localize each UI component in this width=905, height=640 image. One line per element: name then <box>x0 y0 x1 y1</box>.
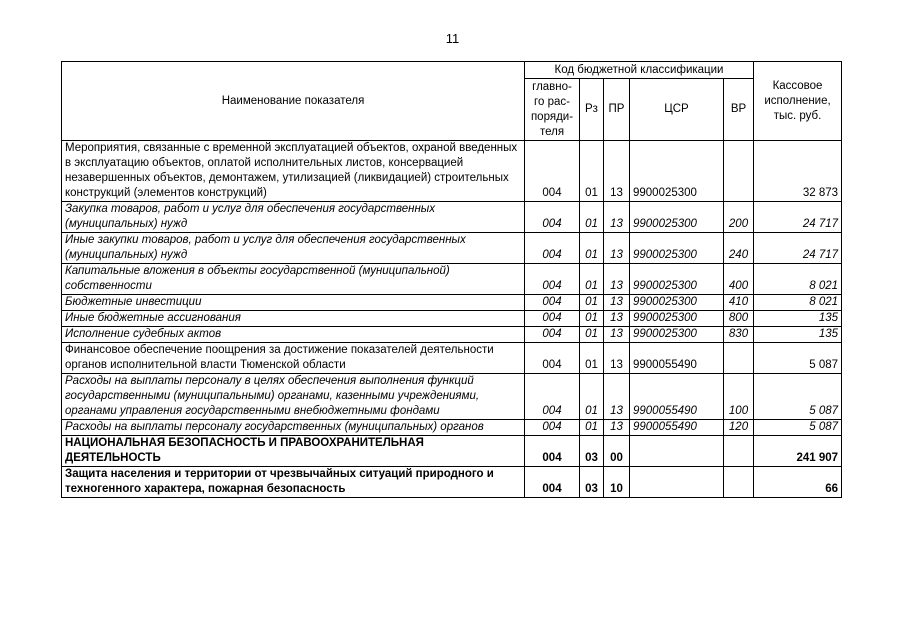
row-sum: 5 087 <box>754 374 842 420</box>
row-name: Капитальные вложения в объекты государственной (муниципальной) собственности <box>62 264 525 295</box>
row-csr <box>630 467 724 498</box>
row-csr: 9900055490 <box>630 374 724 420</box>
row-vr: 400 <box>724 264 754 295</box>
row-pr: 13 <box>604 311 630 327</box>
row-sum: 8 021 <box>754 295 842 311</box>
header-name: Наименование показателя <box>62 62 525 141</box>
budget-table <box>61 61 842 498</box>
row-rz: 01 <box>580 374 604 420</box>
row-sum: 66 <box>754 467 842 498</box>
row-sum: 24 717 <box>754 202 842 233</box>
row-rz: 01 <box>580 311 604 327</box>
row-name: Исполнение судебных актов <box>62 327 525 343</box>
table-row <box>62 420 842 436</box>
row-name: Бюджетные инвестиции <box>62 295 525 311</box>
row-csr: 9900025300 <box>630 141 724 202</box>
row-grbs: 004 <box>525 295 580 311</box>
header-pr: ПР <box>604 79 630 141</box>
table-row <box>62 343 842 374</box>
row-rz: 01 <box>580 420 604 436</box>
row-csr: 9900025300 <box>630 202 724 233</box>
row-sum: 135 <box>754 327 842 343</box>
table-row <box>62 141 842 202</box>
table-row <box>62 467 842 498</box>
table-row <box>62 233 842 264</box>
row-name: Расходы на выплаты персоналу государственных (муниципальных) органов <box>62 420 525 436</box>
header-vr: ВР <box>724 79 754 141</box>
table-row <box>62 374 842 420</box>
row-sum: 135 <box>754 311 842 327</box>
row-vr <box>724 467 754 498</box>
row-csr: 9900025300 <box>630 233 724 264</box>
row-grbs: 004 <box>525 343 580 374</box>
table-row <box>62 295 842 311</box>
page-number: 11 <box>445 31 460 46</box>
header-code-group: Код бюджетной классификации <box>525 62 754 79</box>
row-csr <box>630 436 724 467</box>
row-pr: 10 <box>604 467 630 498</box>
row-grbs: 004 <box>525 311 580 327</box>
row-name: Защита населения и территории от чрезвычайных ситуаций природного и техногенного характера, пожарная безопасность <box>62 467 525 498</box>
row-grbs: 004 <box>525 436 580 467</box>
row-name: Иные бюджетные ассигнования <box>62 311 525 327</box>
header-rz: Рз <box>580 79 604 141</box>
row-sum: 5 087 <box>754 343 842 374</box>
row-grbs: 004 <box>525 233 580 264</box>
row-vr: 800 <box>724 311 754 327</box>
row-pr: 13 <box>604 343 630 374</box>
table-row <box>62 327 842 343</box>
header-grbs: главно-го рас-поряди-теля <box>525 79 580 141</box>
row-rz: 03 <box>580 436 604 467</box>
row-csr: 9900055490 <box>630 420 724 436</box>
row-rz: 01 <box>580 327 604 343</box>
header-sum: Кассовое исполнение, тыс. руб. <box>754 62 842 141</box>
row-sum: 24 717 <box>754 233 842 264</box>
row-csr: 9900025300 <box>630 264 724 295</box>
row-vr <box>724 343 754 374</box>
row-rz: 01 <box>580 233 604 264</box>
row-name: Закупка товаров, работ и услуг для обеспечения государственных (муниципальных) нужд <box>62 202 525 233</box>
row-grbs: 004 <box>525 327 580 343</box>
row-name: Иные закупки товаров, работ и услуг для обеспечения государственных (муниципальных) нужд <box>62 233 525 264</box>
row-vr <box>724 436 754 467</box>
row-vr <box>724 141 754 202</box>
row-name: НАЦИОНАЛЬНАЯ БЕЗОПАСНОСТЬ И ПРАВООХРАНИТЕЛЬНАЯ ДЕЯТЕЛЬНОСТЬ <box>62 436 525 467</box>
row-grbs: 004 <box>525 264 580 295</box>
row-rz: 01 <box>580 343 604 374</box>
row-vr: 240 <box>724 233 754 264</box>
table-row <box>62 264 842 295</box>
row-sum: 5 087 <box>754 420 842 436</box>
row-name: Мероприятия, связанные с временной эксплуатацией объектов, охраной введенных в эксплуатацию объектов, оплатой исполнительных листов, консервацией незавершенных объектов, демонтажем, утилизацией (ликвидацией) строительных конструкций (элементов конструкций) <box>62 141 525 202</box>
table-row <box>62 436 842 467</box>
row-pr: 13 <box>604 420 630 436</box>
row-csr: 9900025300 <box>630 295 724 311</box>
row-name: Финансовое обеспечение поощрения за достижение показателей деятельности органов исполнительной власти Тюменской области <box>62 343 525 374</box>
row-csr: 9900055490 <box>630 343 724 374</box>
row-pr: 13 <box>604 264 630 295</box>
row-grbs: 004 <box>525 420 580 436</box>
header-csr: ЦСР <box>630 79 724 141</box>
row-rz: 01 <box>580 295 604 311</box>
table-row <box>62 202 842 233</box>
row-rz: 03 <box>580 467 604 498</box>
row-vr: 830 <box>724 327 754 343</box>
row-vr: 410 <box>724 295 754 311</box>
row-pr: 13 <box>604 141 630 202</box>
row-sum: 32 873 <box>754 141 842 202</box>
row-pr: 13 <box>604 374 630 420</box>
table-row <box>62 311 842 327</box>
row-csr: 9900025300 <box>630 327 724 343</box>
row-pr: 13 <box>604 327 630 343</box>
row-vr: 120 <box>724 420 754 436</box>
row-vr: 100 <box>724 374 754 420</box>
row-rz: 01 <box>580 264 604 295</box>
row-pr: 13 <box>604 202 630 233</box>
row-pr: 13 <box>604 295 630 311</box>
row-grbs: 004 <box>525 467 580 498</box>
row-grbs: 004 <box>525 374 580 420</box>
row-rz: 01 <box>580 141 604 202</box>
row-csr: 9900025300 <box>630 311 724 327</box>
row-grbs: 004 <box>525 141 580 202</box>
row-name: Расходы на выплаты персоналу в целях обеспечения выполнения функций государственными (муниципальными) органами, казенными учреждениями, органами управления государственными внебюджетными фондами <box>62 374 525 420</box>
row-pr: 00 <box>604 436 630 467</box>
row-sum: 8 021 <box>754 264 842 295</box>
row-pr: 13 <box>604 233 630 264</box>
row-vr: 200 <box>724 202 754 233</box>
row-rz: 01 <box>580 202 604 233</box>
row-sum: 241 907 <box>754 436 842 467</box>
row-grbs: 004 <box>525 202 580 233</box>
